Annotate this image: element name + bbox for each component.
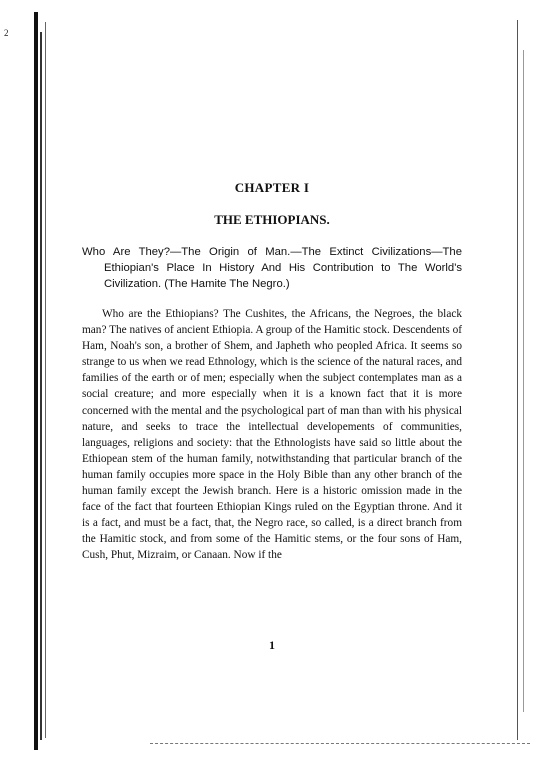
body-paragraph: Who are the Ethiopians? The Cushites, the Africans, the Negroes, the black man? The natives of ancient Ethiopia. A group of the Hamitic stock. Descendents of Ham, Noah's son, a brother of Shem, and Japheth who peopled Africa. It seems so strange to us when we read Ethnology, which is the science of the natural races, and families of the earth or of men; especially when the subject contemplates man as a social creature; and more especially when it is a known fact that it is more concerned with the mental and the psychological part of man than with his physical nature, and seeks to trace the intellectual developements of communities, languages, religions and society: that the Ethnologists have said so little about the Ethiopean stem of the human family, notwithstanding that particular branch of the human family occupies more space in the Holy Bible than any other branch of the human family except the Jewish branch. Here is a historic omission made in the face of the fact that fourteen Ethiopian Kings ruled on the Egyptian throne. And it is a fact, and must be a fact, that, the Negro race, so called, is a direct branch from the Hamitic stock, and from some of the Hamitic stems, or the four sons of Ham, Cush, Phut, Mizraim, or Canaan. Now if the: [82, 308, 462, 562]
page-edge-line: [523, 50, 524, 712]
page-edge-line: [517, 20, 518, 740]
page-number: 1: [269, 638, 275, 652]
page-edge-bottom: [150, 743, 530, 745]
chapter-title: THE ETHIOPIANS.: [214, 212, 330, 227]
chapter-synopsis: Who Are They?—The Origin of Man.—The Extinct Civilizations—The Ethiopian's Place In History And His Contribution to The World's Civilization. (The Hamite The Negro.): [82, 246, 462, 290]
binding-shadow-line: [45, 22, 46, 738]
binding-shadow-line: [40, 32, 42, 740]
page-body: [82, 180, 462, 564]
chapter-heading: CHAPTER I: [234, 180, 310, 195]
page-edge-right: [514, 20, 532, 740]
scan-mark: 2: [4, 28, 9, 38]
